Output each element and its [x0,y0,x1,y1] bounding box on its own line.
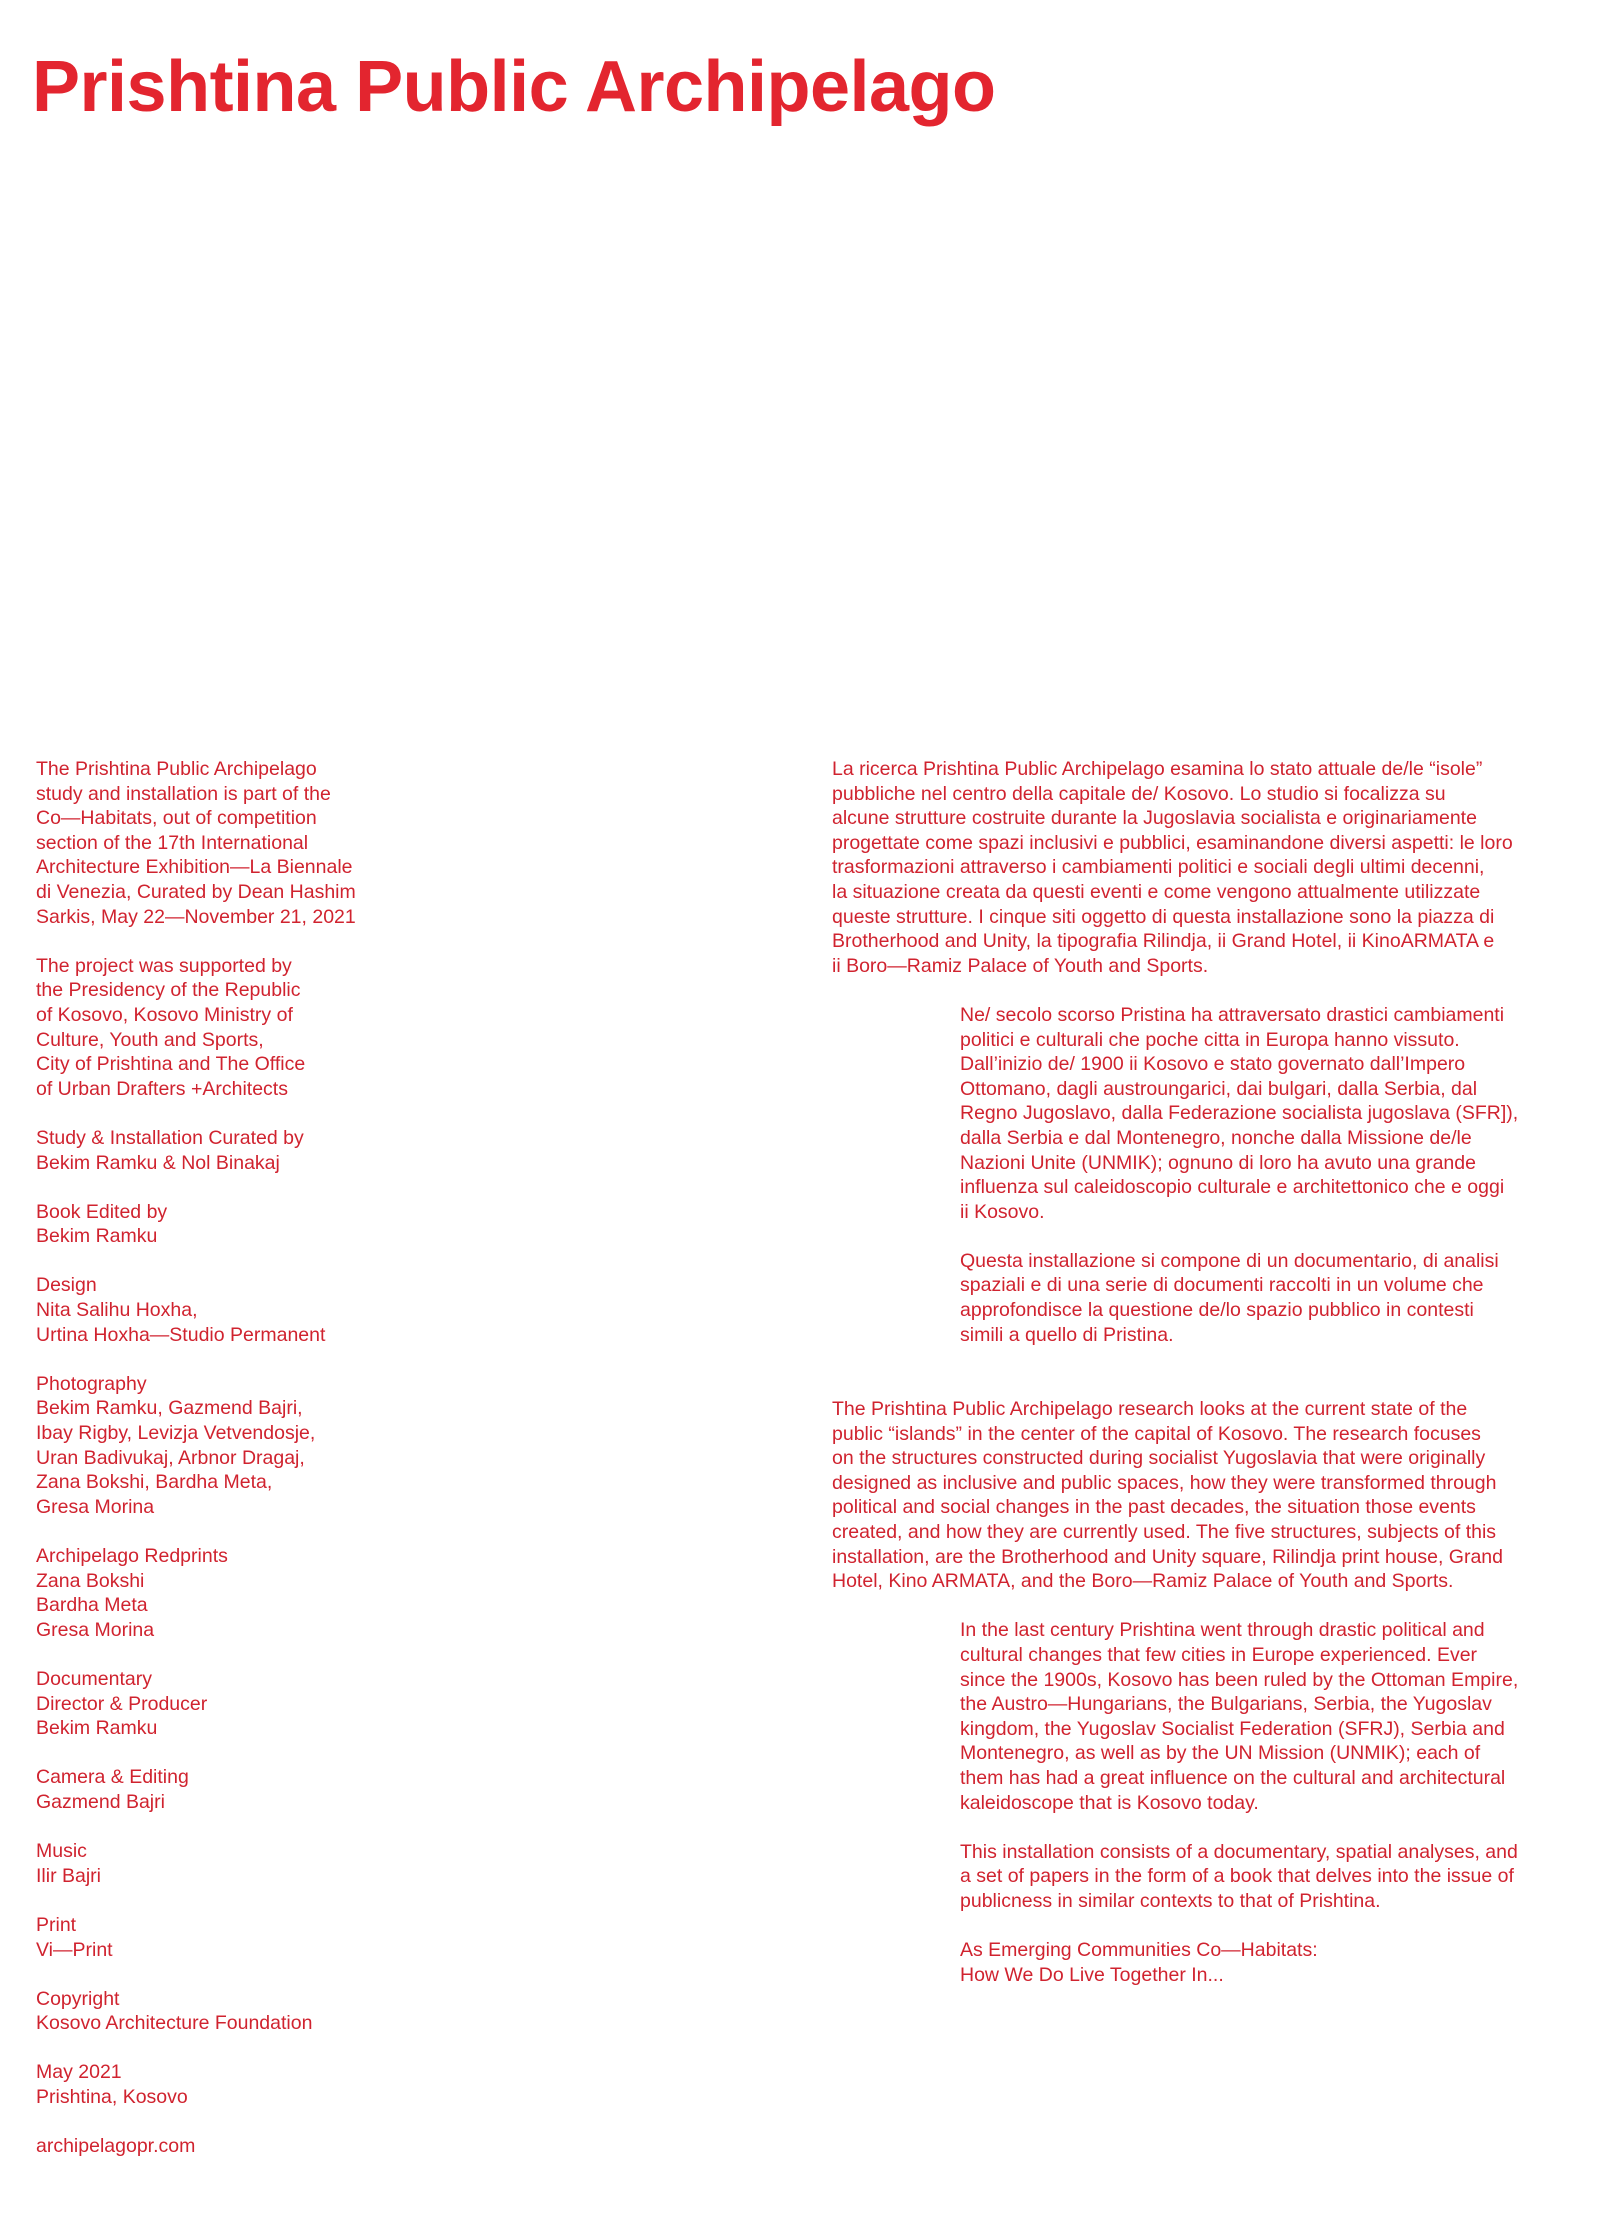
colophon-line: Zana Bokshi, Bardha Meta, [36,1471,273,1494]
text-line: kaleidoscope that is Kosovo today. [960,1791,1259,1814]
text-line: Brotherhood and Unity, la tipografia Rilindja, ii Grand Hotel, ii KinoARMATA e [832,930,1495,953]
colophon-about [36,757,556,929]
text-line: Ne/ secolo scorso Pristina ha attraversato drastici cambiamenti [960,1003,1505,1026]
colophon-line: Book Edited by [36,1200,168,1223]
text-line: the Austro—Hungarians, the Bulgarians, Serbia, the Yugoslav [960,1693,1492,1716]
text-line: Questa installazione si compone di un documentario, di analisi [960,1249,1499,1272]
colophon-line: Urtina Hoxha—Studio Permanent [36,1323,326,1346]
text-line: public “islands” in the center of the capital of Kosovo. The research focuses [832,1422,1481,1445]
colophon-print [36,1913,556,1962]
text-line: progettate come spazi inclusivi e pubblici, esaminandone diversi aspetti: le loro [832,831,1513,854]
text-line: politici e culturali che poche citta in Europa hanno vissuto. [960,1028,1460,1051]
italian-installation-paragraph [960,1249,1572,1347]
website-link[interactable]: archipelagopr.com [36,2135,196,2158]
colophon-line: Copyright [36,1987,120,2010]
colophon-support [36,954,556,1102]
text-line: Nazioni Unite (UNMIK); ognuno di loro ha avuto una grande [960,1151,1476,1174]
text-line: As Emerging Communities Co—Habitats: [960,1939,1318,1962]
text-line: Hotel, Kino ARMATA, and the Boro—Ramiz Palace of Youth and Sports. [832,1570,1454,1593]
english-text [832,1397,1572,1987]
colophon-copyright [36,1987,556,2036]
colophon-line: Study & Installation Curated by [36,1126,304,1149]
text-line: Regno Jugoslavo, dalla Federazione socialista jugoslava (SFR]), [960,1102,1519,1125]
text-line: alcune strutture costruite durante la Jugoslavia socialista e originariamente [832,807,1477,830]
colophon-line: Ibay Rigby, Levizja Vetvendosje, [36,1422,316,1445]
text-line: on the structures constructed during socialist Yugoslavia that were originally [832,1447,1486,1470]
colophon-line: Uran Badivukaj, Arbnor Dragaj, [36,1446,305,1469]
colophon-line: Architecture Exhibition—La Biennale [36,856,353,879]
text-line: simili a quello di Pristina. [960,1323,1174,1346]
text-line: Ottomano, dagli austroungarici, dai bulgari, dalla Serbia, dal [960,1077,1478,1100]
text-line: queste strutture. I cinque siti oggetto di questa installazione sono la piazza di [832,905,1495,928]
text-line: a set of papers in the form of a book that delves into the issue of [960,1865,1514,1888]
text-line: influenza sul caleidoscopio culturale e architettonico che e oggi [960,1176,1505,1199]
colophon-line: Camera & Editing [36,1766,189,1789]
colophon-line: Gresa Morina [36,1618,155,1641]
colophon-line: Print [36,1913,77,1936]
text-line: trasformazioni attraverso i cambiamenti politici e sociali degli ultimi decenni, [832,856,1485,879]
colophon-line: Director & Producer [36,1692,208,1715]
italian-history-paragraph [960,1003,1572,1224]
colophon-line: Design [36,1274,97,1297]
text-line: Montenegro, as well as by the UN Mission (UNMIK); each of [960,1742,1481,1765]
text-line: installation, are the Brotherhood and Unity square, Rilindja print house, Grand [832,1545,1503,1568]
colophon-website[interactable] [36,2134,556,2159]
colophon-camera [36,1765,556,1814]
colophon-line: Archipelago Redprints [36,1545,228,1567]
colophon-line: The project was supported by [36,954,292,977]
text-line: The Prishtina Public Archipelago research looks at the current state of the [832,1398,1468,1420]
colophon-line: Kosovo Architecture Foundation [36,2012,313,2035]
text-line: them has had a great influence on the cultural and architectural [960,1766,1506,1789]
colophon-design [36,1273,556,1347]
colophon-curated [36,1126,556,1175]
text-line: political and social changes in the past decades, the situation those events [832,1496,1476,1519]
colophon-edited [36,1200,556,1249]
english-intro-paragraph [832,1397,1572,1594]
text-line: created, and how they are currently used. The five structures, subjects of this [832,1520,1497,1543]
colophon-line: Gresa Morina [36,1495,155,1518]
colophon-line: Bekim Ramku [36,1717,158,1740]
text-line: designed as inclusive and public spaces, how they were transformed through [832,1471,1497,1494]
text-line: approfondisce la questione de/lo spazio pubblico in contesti [960,1299,1474,1322]
colophon-line: Zana Bokshi [36,1569,145,1592]
colophon-redprints [36,1544,556,1642]
text-line: ii Boro—Ramiz Palace of Youth and Sports. [832,954,1209,977]
colophon-line: Ilir Bajri [36,1864,102,1887]
text-line: In the last century Prishtina went through drastic political and [960,1619,1485,1642]
colophon-line: Documentary [36,1667,152,1690]
colophon-line: study and installation is part of the [36,782,331,805]
colophon-line: Photography [36,1372,147,1395]
colophon-line: Sarkis, May 22—November 21, 2021 [36,905,356,928]
colophon-documentary [36,1667,556,1741]
text-line: spaziali e di una serie di documenti raccolti in un volume che [960,1274,1484,1297]
colophon-line: City of Prishtina and The Office [36,1053,306,1076]
text-line: How We Do Live Together In... [960,1963,1224,1986]
colophon-line: of Urban Drafters +Architects [36,1077,288,1100]
colophon-line: Nita Salihu Hoxha, [36,1299,198,1322]
colophon-line: Bekim Ramku & Nol Binakaj [36,1151,280,1174]
italian-text [832,757,1572,1347]
english-closing-paragraph [960,1938,1572,1987]
colophon-music [36,1839,556,1888]
colophon-line: Prishtina, Kosovo [36,2086,188,2109]
colophon-line: Culture, Youth and Sports, [36,1028,264,1051]
text-line: Dall’inizio de/ 1900 ii Kosovo e stato governato dall’Impero [960,1053,1466,1076]
colophon-line: Co—Habitats, out of competition [36,807,317,830]
page-title: Prishtina Public Archipelago [32,47,996,127]
colophon-line: di Venezia, Curated by Dean Hashim [36,880,356,903]
colophon-line: of Kosovo, Kosovo Ministry of [36,1003,293,1026]
english-installation-paragraph [960,1840,1572,1914]
colophon-line: Gazmend Bajri [36,1790,165,1813]
colophon-line: Bekim Ramku [36,1225,158,1248]
text-line: La ricerca Prishtina Public Archipelago esamina lo stato attuale de/le “isole” [832,758,1483,780]
english-history-paragraph [960,1618,1572,1815]
colophon-line: May 2021 [36,2061,122,2084]
colophon-line: The Prishtina Public Archipelago [36,758,317,780]
colophon-photography [36,1372,556,1520]
text-line: kingdom, the Yugoslav Socialist Federation (SFRJ), Serbia and [960,1717,1505,1740]
colophon-line: Bekim Ramku, Gazmend Bajri, [36,1397,303,1420]
text-line: cultural changes that few cities in Europe experienced. Ever [960,1643,1478,1666]
colophon [36,757,556,2183]
colophon-line: Music [36,1840,87,1863]
colophon-line: Vi—Print [36,1938,113,1961]
text-line: This installation consists of a documentary, spatial analyses, and [960,1840,1518,1863]
italian-intro-paragraph [832,757,1572,978]
text-line: since the 1900s, Kosovo has been ruled by the Ottoman Empire, [960,1668,1519,1691]
text-line: pubbliche nel centro della capitale de/ Kosovo. Lo studio si focalizza su [832,782,1446,805]
text-line: ii Kosovo. [960,1200,1045,1223]
colophon-line: section of the 17th International [36,831,309,854]
text-line: dalla Serbia e dal Montenegro, nonche dalla Missione de/le [960,1126,1472,1149]
text-line: publicness in similar contexts to that of Prishtina. [960,1889,1381,1912]
colophon-date [36,2060,556,2109]
text-line: la situazione creata da questi eventi e come vengono attualmente utilizzate [832,880,1481,903]
colophon-line: the Presidency of the Republic [36,979,301,1002]
colophon-line: Bardha Meta [36,1594,148,1617]
